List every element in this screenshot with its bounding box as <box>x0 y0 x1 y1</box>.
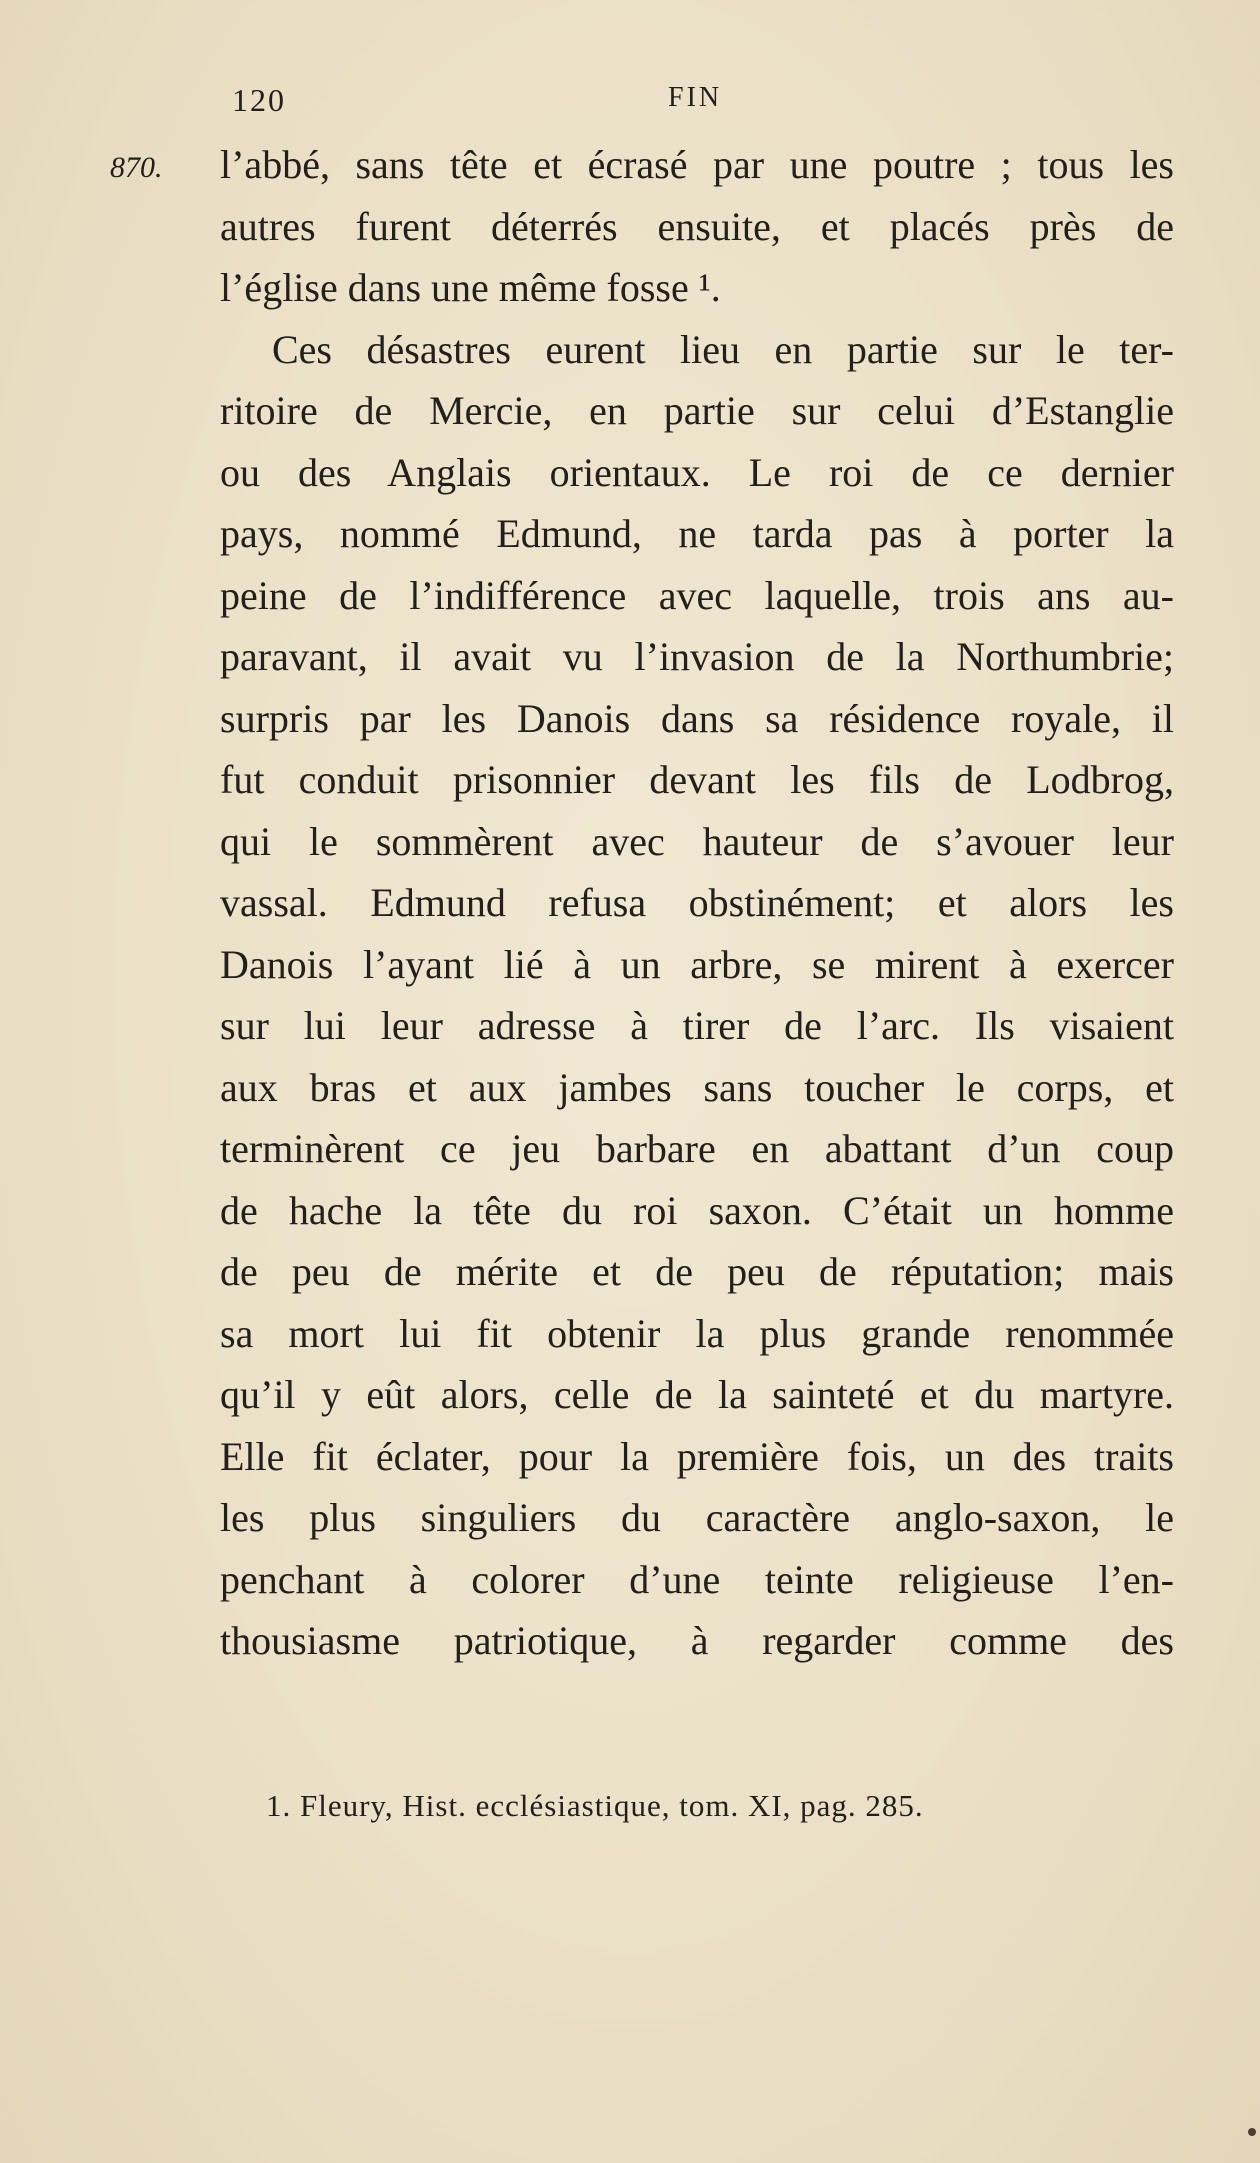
text-line: vassal. Edmund refusa obstinément; et alors les <box>220 880 1174 925</box>
text-line: Elle fit éclater, pour la première fois, un des traits <box>220 1433 1174 1479</box>
margin-year-note: 870. <box>110 151 163 184</box>
text-line: l’abbé, sans tête et écrasé par une poutre ; tous les <box>220 142 1174 187</box>
text-line: thousiasme patriotique, à regarder comme des <box>220 1618 1174 1663</box>
text-line: penchant à colorer d’une teinte religieuse l’en- <box>220 1556 1174 1602</box>
text-line: Danois l’ayant lié à un arbre, se mirent à exercer <box>220 941 1174 987</box>
running-head <box>0 82 1260 122</box>
text-line: paravant, il avait vu l’invasion de la Northumbrie; <box>220 634 1174 679</box>
page-number: 120 <box>232 82 286 118</box>
text-line: peine de l’indifférence avec laquelle, trois ans au- <box>220 572 1174 618</box>
text-line: sur lui leur adresse à tirer de l’arc. Ils visaient <box>220 1003 1174 1048</box>
text-line: ritoire de Mercie, en partie sur celui d’Estanglie <box>220 388 1174 433</box>
text-line: de hache la tête du roi saxon. C’était un homme <box>220 1187 1174 1233</box>
text-line: ou des Anglais orientaux. Le roi de ce dernier <box>220 449 1174 495</box>
text-line: l’église dans une même fosse ¹. <box>220 265 721 310</box>
text-line: aux bras et aux jambes sans toucher le corps, et <box>220 1064 1174 1110</box>
text-line: surpris par les Danois dans sa résidence royale, il <box>220 695 1174 741</box>
text-line: autres furent déterrés ensuite, et placés près de <box>220 203 1174 249</box>
running-title: FIN <box>668 82 723 113</box>
text-line: Ces désastres eurent lieu en partie sur le ter- <box>272 326 1174 372</box>
text-line: pays, nommé Edmund, ne tarda pas à porter la <box>220 511 1174 556</box>
text-line: de peu de mérite et de peu de réputation; mais <box>220 1249 1174 1294</box>
footnote: 1. Fleury, Hist. ecclésiastique, tom. XI, pag. 285. <box>266 1788 924 1823</box>
text-line: qu’il y eût alors, celle de la sainteté et du martyre. <box>220 1372 1174 1417</box>
text-line: les plus singuliers du caractère anglo-saxon, le <box>220 1495 1174 1540</box>
text-line: qui le sommèrent avec hauteur de s’avouer leur <box>220 818 1174 864</box>
text-line: fut conduit prisonnier devant les fils de Lodbrog, <box>220 757 1174 802</box>
ink-speck <box>1248 2128 1256 2136</box>
body-text <box>220 134 1174 1672</box>
text-line: sa mort lui fit obtenir la plus grande renommée <box>220 1310 1174 1356</box>
text-line: terminèrent ce jeu barbare en abattant d’un coup <box>220 1126 1174 1171</box>
